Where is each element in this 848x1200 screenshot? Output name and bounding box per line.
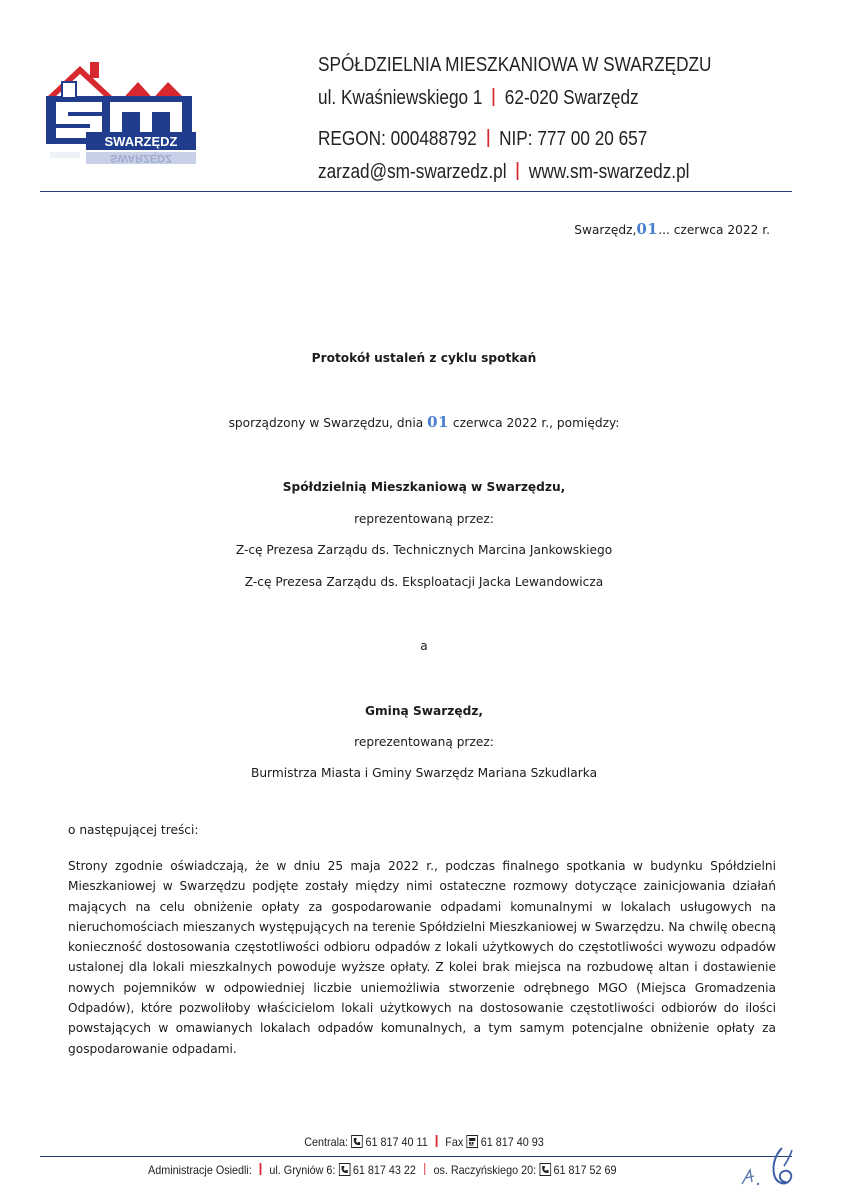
separator [487, 129, 489, 147]
phone-icon [338, 1163, 350, 1176]
email-link[interactable]: zarzad@sm-swarzedz.pl [318, 161, 507, 183]
party1-rep1: Z-cę Prezesa Zarządu ds. Technicznych Marcina Jankowskiego [235, 543, 613, 557]
handwritten-day: 01 [636, 220, 659, 238]
footer-rule [40, 1156, 792, 1157]
party2-rep1: Burmistrza Miasta i Gminy Swarzędz Mariana Szkudlarka [250, 766, 598, 780]
logo-reflection-text: SWARZĘDZ [110, 152, 172, 164]
party2-represented-by: reprezentowaną przez: [354, 735, 494, 749]
fax-icon [466, 1135, 478, 1148]
party1-rep2: Z-cę Prezesa Zarządu ds. Eksploatacji Jacka Lewandowicza [244, 575, 604, 589]
footer-main: Centrala: 61 817 40 11 Fax 61 817 40 93 [304, 1135, 544, 1149]
street: ul. Kwaśniewskiego 1 [318, 87, 483, 109]
intro-line: o następującej treści: [68, 823, 199, 837]
logo-text: SWARZĘDZ [104, 134, 178, 149]
centrala-phone: 61 817 40 11 [365, 1135, 428, 1149]
separator [517, 162, 519, 180]
phone-icon [539, 1163, 551, 1176]
handwritten-initials-icon [738, 1140, 808, 1195]
date-line: Swarzędz,01... czerwca 2022 r. [574, 220, 770, 238]
footer-branches: Administracje Osiedli: ul. Gryniów 6: 61 817 43 22 os. Raczyńskiego 20: 61 817 52 69 [148, 1163, 617, 1177]
regon: REGON: 000488792 [318, 128, 477, 150]
sm-swarzedz-logo [40, 52, 200, 172]
letterhead [318, 54, 711, 194]
document-title: Protokół ustaleń z cyklu spotkań [311, 351, 537, 365]
org-name: SPÓŁDZIELNIA MIESZKANIOWA W SWARZĘDZU [318, 54, 712, 76]
body-paragraph: Strony zgodnie oświadczają, że w dniu 25 maja 2022 r., podczas finalnego spotkania w budynku Spółdzielni Mieszkaniowej w Swarzędzu podjęte zostały między nimi ostateczne rozmowy dotyczące zainicjowania działań mających na celu obniżenie opłaty za gospodarowanie odpadami komunalnymi w lokalach usługowych na nieruchomościach mieszanych występujących na terenie Spółdzielni Mieszkaniowej w Swarzędzu. Na chwilę obecną konieczność dostosowania częstotliwości odbioru odpadów z lokali użytkowych do częstotliwości wywozu odpadów ustalonej dla lokali mieszkalnych powoduje wyższe opłaty. Z kolei brak miejsca na rozbudowę altan i dostawienie nowych pojemników w odpowiedniej liczbie uniemożliwia stworzenie odrębnego MGO (Miejsca Gromadzenia Odpadów), które pozwoliłoby właścicielom lokali użytkowych na dostosowanie częstotliwości odbiorów do ilości powstających w omawianych lokalach odpadów komunalnych, a tym samym potencjalne obniżenie opłaty za gospodarowanie odpadami. [68, 859, 777, 1056]
party1-represented-by: reprezentowaną przez: [354, 512, 494, 526]
conjunction: a [420, 639, 428, 653]
contact-line [318, 161, 711, 194]
separator [493, 88, 495, 106]
registry-line [318, 128, 711, 161]
address-line [318, 87, 711, 120]
party2-name: Gminą Swarzędz, [364, 704, 484, 718]
fax-number: 61 817 40 93 [480, 1135, 544, 1149]
website-link[interactable]: www.sm-swarzedz.pl [528, 161, 690, 183]
postal: 62-020 Swarzędz [504, 87, 639, 109]
drawn-up-line: sporządzony w Swarzędzu, dnia 01 czerwca 2022 r., pomiędzy: [228, 413, 620, 431]
header-rule [40, 191, 792, 192]
handwritten-day: 01 [427, 413, 449, 431]
party1-name: Spółdzielnią Mieszkaniową w Swarzędzu, [282, 480, 566, 494]
phone-icon [351, 1135, 363, 1148]
nip: NIP: 777 00 20 657 [499, 128, 648, 150]
